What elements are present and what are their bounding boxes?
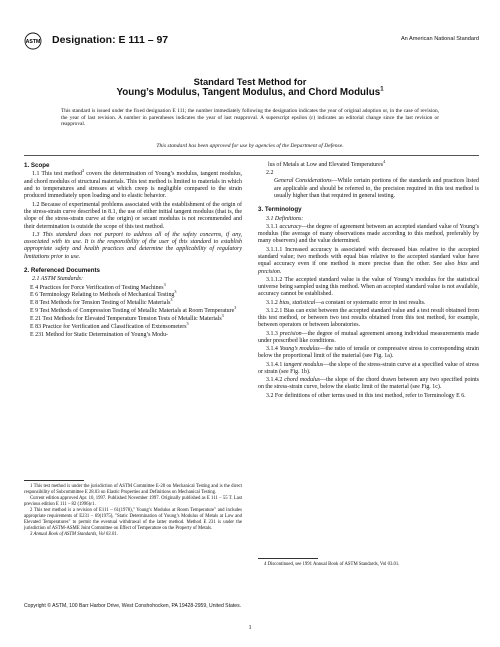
section-referenced-documents-heading: 2. Referenced Documents	[24, 267, 100, 275]
section-terminology-heading: 3. Terminology	[258, 206, 302, 214]
document-title	[0, 76, 500, 99]
para-3-1-4-2: 3.1.4.2 chord modulus—the slope of the chord drawn between any two specified points on the stress-strain curve, below the elastic limit of the material (see Fig. 1c).	[258, 377, 479, 391]
footnote-1: 1 This test method is under the jurisdiction of ASTM Committee E-28 on Mechanical Testing and is the direct responsibility of Subcommittee E 28.03 on Elastic Properties and Definitions on Mechanical Testing.	[24, 484, 242, 495]
page-number: 1	[248, 624, 252, 631]
title-line-2: Young’s Modulus, Tangent Modulus, and Chord Modulus$^1$	[116, 86, 384, 98]
reference-e8: E 8 Test Methods for Tension Testing of Metallic Materials$^3$	[30, 297, 173, 307]
header-divider	[24, 155, 479, 156]
footnote-3: 3 Annual Book of ASTM Standards, Vol 03.01.	[30, 532, 118, 538]
copyright-line: Copyright © ASTM, 100 Barr Harbor Drive, West Conshohocken, PA 19428-2959, United States.	[24, 603, 242, 609]
right-column	[258, 159, 480, 401]
footnote-1-edition: Current edition approved Apr. 10, 1997. Published November 1997. Originally published as E 111 – 55 T. Last previous edition E 111 – 82 (1996)ε1.	[24, 496, 242, 508]
para-2-1: 2.1 ASTM Standards:	[32, 276, 83, 283]
para-1-1: 1.1 This test method$^2$ covers the determination of Young’s modulus, tangent modulus, and chord modulus of structural materials. This test method is limited to materials in which and to temperatures and stresses at which creep is negligible compared to the strain produced immediately upon loading and to elastic behavior.	[24, 168, 242, 200]
american-national-standard-label: An American National Standard	[400, 36, 479, 42]
title-line-1: Standard Test Method for	[193, 76, 307, 87]
para-3-1-4: 3.1.4 Young’s modulus—the ratio of tensile or compressive stress to corresponding strain below the proportional limit of the material (see Fig. 1a).	[258, 346, 479, 360]
reference-e6: E 6 Terminology Relating to Methods of Mechanical Testing$^3$	[30, 289, 177, 299]
footnote-2: 2 This test method is a revision of E111 – 61(1978)," Young’s Modulus at Room Temperature" and includes appropriate requirements of E231 – 69(1975), "Static Determination of Young’s Modulus of Metals at Low and Elevated Temperatures" to permit the eventual withdrawal of the latter method. Method E 231 is under the jurisdiction of ASTM-ASME Joint Committee on Effect of Temperature on the Property of Metals.	[24, 508, 242, 531]
designation: Designation: E 111 – 97	[52, 34, 169, 46]
astm-logo	[24, 32, 46, 50]
para-2-2-number: 2.2	[266, 170, 274, 177]
reference-e4: E 4 Practices for Force Verification of Testing Machines$^3$	[30, 281, 166, 291]
page-header	[24, 32, 479, 50]
para-3-1-2-1: 3.1.2.1 Bias can exist between the accepted standard value and a test result obtained from this test method, or between two test results obtained from this test method, for example, between operators or between laboratories.	[258, 307, 479, 329]
astm-logo-text: ASTM	[25, 39, 41, 46]
para-3-1-1-2: 3.1.1.2 The accepted standard value is the value of Young’s modulus for the statistical universe being sampled using this method. When an accepted standard value is not available, accuracy cannot be established.	[258, 276, 479, 298]
dod-approval-note: This standard has been approved for use by agencies of the Department of Defense.	[156, 143, 344, 149]
para-2-2: General Considerations—While certain portions of the standards and practices listed are applicable and should be referred to, the precision required in this test method is usually higher than that required in general testing.	[274, 178, 479, 199]
left-column	[24, 162, 242, 339]
footnote-4: 4 Discontinued, see 1991 Annual Book of ASTM Standards, Vol 03.01.	[264, 562, 400, 567]
footnotes-left	[24, 484, 242, 538]
para-1-2: 1.2 Because of experimental problems associated with the establishment of the origin of the stress-strain curve described in 8.1, the use of either initial tangent modulus (that is, the slope of the stress-strain curve at the origin) or secant modulus is not recommended and their determination is outside the scope of this test method.	[24, 201, 242, 230]
para-3-1-1-1: 3.1.1.1 Increased accuracy is associated with decreased bias relative to the accepted standard value; two methods with equal bias relative to the accepted standard value have equal accuracy even if one method is more precise than the other. See also bias and precision.	[258, 246, 480, 275]
para-3-1-4-1: 3.1.4.1 tangent modulus—the slope of the stress-strain curve at a specified value of stress or strain (see Fig. 1b).	[258, 361, 479, 375]
issuance-note: This standard is issued under the fixed designation E 111; the number immediately following the designation indicates the year of original adoption or, in the case of revision, the year of last revision. A number in parentheses indicates the year of last reapproval. A superscript epsilon (ε) indicates an editorial change since the last revision or reapproval.	[61, 108, 439, 128]
para-3-1-1: 3.1.1 accuracy—the degree of agreement between an accepted standard value of Young’s modulus (the average of many observations made according to this method, preferably by many observers) and the value determined.	[258, 223, 479, 245]
reference-e9: E 9 Test Methods of Compression Testing of Metallic Materials at Room Temperature$^3$	[30, 305, 237, 315]
reference-e21: E 21 Test Methods for Elevated Temperature Tension Tests of Metallic Materials$^3$	[30, 312, 224, 322]
footnote-divider-left	[24, 480, 84, 481]
footnote-divider-right	[258, 558, 318, 559]
reference-e231: E 231 Method for Static Determination of Young’s Modu-	[30, 331, 169, 338]
para-1-3: 1.3 This standard does not purport to address all of the safety concerns, if any, associated with its use. It is the responsibility of the user of this standard to establish appropriate safety and health practices and determine the applicability of regulatory limitations prior to use.	[24, 231, 242, 260]
para-3-1-2: 3.1.2 bias, statistical—a constant or systematic error in test results.	[266, 299, 426, 306]
footnotes-right	[258, 562, 479, 568]
section-scope-heading: 1. Scope	[24, 162, 50, 169]
reference-e83: E 83 Practice for Verification and Classification of Extensometers$^3$	[30, 320, 189, 330]
reference-e231-continued: lus of Metals at Low and Elevated Temperatures$^4$	[268, 159, 386, 168]
para-3-2: 3.2 For definitions of other terms used in this test method, refer to Terminology E 6.	[266, 392, 466, 399]
para-3-1: 3.1 Definitions:	[266, 215, 304, 222]
para-3-1-3: 3.1.3 precision—the degree of mutual agreement among individual measurements made under prescribed like conditions.	[258, 330, 479, 344]
